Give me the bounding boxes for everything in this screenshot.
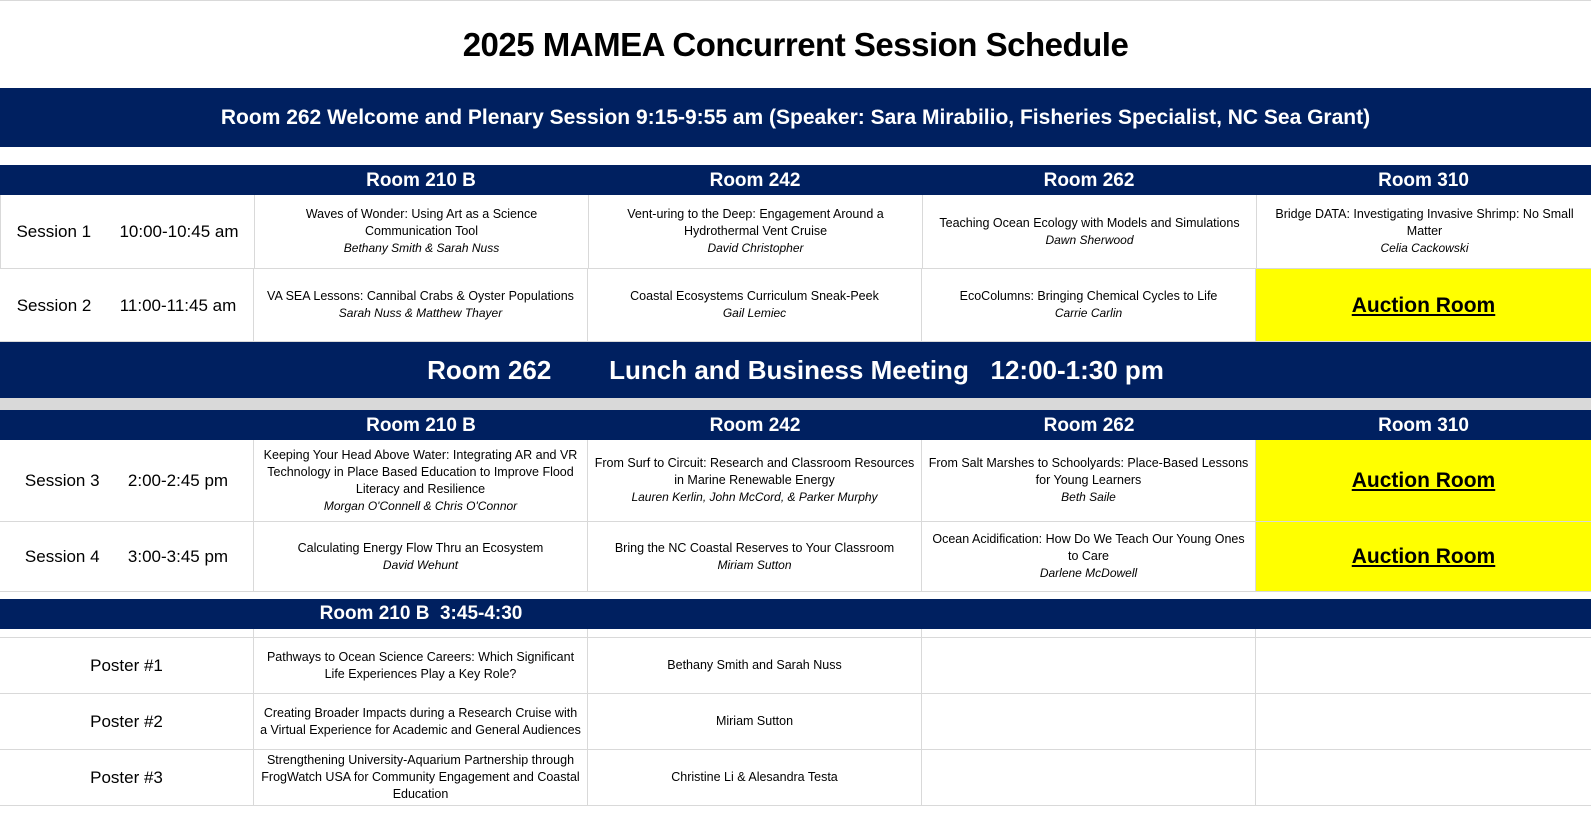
poster-presenters: Bethany Smith and Sarah Nuss: [588, 638, 922, 694]
empty-cell: [254, 629, 588, 638]
session-cell: [923, 195, 1257, 269]
session-cell: [589, 195, 923, 269]
poster-row: [0, 638, 1591, 694]
talk-title: From Surf to Circuit: Research and Classroom Resources in Marine Renewable Energy: [594, 456, 915, 487]
header-blank: [0, 165, 254, 195]
session-cell: [922, 440, 1256, 522]
auction-room-link[interactable]: Auction Room: [1256, 269, 1591, 342]
room-header: Room 262: [1043, 169, 1135, 191]
session-cell: [1257, 195, 1591, 269]
session-cell: [922, 269, 1256, 342]
room-header: Room 310: [1378, 414, 1469, 436]
empty-cell: [0, 629, 254, 638]
session-row: [0, 522, 1591, 592]
plenary-banner: Room 262 Welcome and Plenary Session 9:15-9:55 am (Speaker: Sara Mirabilio, Fisheries Specialist, NC Sea Grant): [0, 88, 1591, 147]
talk-speaker: David Christopher: [707, 241, 804, 255]
empty-cell: [922, 629, 1256, 638]
session-cell: [255, 195, 589, 269]
talk-speaker: David Wehunt: [382, 557, 459, 572]
session-cell: [254, 269, 588, 342]
session-cell: [588, 269, 922, 342]
empty-cell: [922, 638, 1256, 694]
empty-cell: [1256, 750, 1591, 806]
talk-title: Vent-uring to the Deep: Engagement Around a Hydrothermal Vent Cruise: [627, 207, 884, 238]
page-title: 2025 MAMEA Concurrent Session Schedule: [0, 0, 1591, 89]
room-header: Room 210 B: [366, 169, 476, 191]
talk-speaker: Beth Saile: [1061, 490, 1116, 504]
poster-label: Poster #2: [0, 694, 254, 750]
talk-title: Waves of Wonder: Using Art as a Science Communication Tool: [305, 207, 538, 238]
session-cell: [254, 522, 588, 592]
poster-label: Poster #1: [0, 638, 254, 694]
room-header-row-morning: [0, 165, 1591, 195]
room-header: Room 242: [709, 169, 801, 191]
poster-title: Pathways to Ocean Science Careers: Which Significant Life Experiences Play a Key Role?: [254, 638, 588, 694]
room-header: Room 242: [709, 414, 801, 436]
talk-title: Teaching Ocean Ecology with Models and Simulations: [939, 215, 1240, 230]
empty-cell: [922, 694, 1256, 750]
poster-label: Poster #3: [0, 750, 254, 806]
poster-session-label: Room 210 B 3:45-4:30: [319, 603, 523, 624]
talk-speaker: Sarah Nuss & Matthew Thayer: [338, 306, 503, 320]
talk-speaker: Carrie Carlin: [1054, 306, 1123, 320]
poster-title: Strengthening University-Aquarium Partnership through FrogWatch USA for Community Engagement and Coastal Education: [254, 750, 588, 806]
talk-speaker: Gail Lemiec: [722, 306, 787, 320]
talk-title: Keeping Your Head Above Water: Integrating AR and VR Technology in Place Based Education to Improve Flood Literacy and Resilience: [263, 447, 578, 496]
poster-title: Creating Broader Impacts during a Research Cruise with a Virtual Experience for Academic and General Audiences: [254, 694, 588, 750]
session-row: [0, 440, 1591, 522]
talk-title: Calculating Energy Flow Thru an Ecosystem: [297, 540, 544, 555]
talk-title: Ocean Acidification: How Do We Teach Our Young Ones to Care: [932, 532, 1245, 563]
session-label: Session 4 3:00-3:45 pm: [0, 522, 254, 592]
talk-title: VA SEA Lessons: Cannibal Crabs & Oyster Populations: [267, 289, 574, 303]
session-label: Session 1 10:00-10:45 am: [1, 195, 255, 269]
empty-cell: [1256, 629, 1591, 638]
session-row: [0, 269, 1591, 342]
header-blank: [0, 410, 254, 440]
session-label: Session 3 2:00-2:45 pm: [0, 440, 254, 522]
empty-cell: [1256, 638, 1591, 694]
session-row: [0, 195, 1591, 269]
room-header: Room 262: [1043, 414, 1135, 436]
poster-row: [0, 694, 1591, 750]
talk-speaker: Bethany Smith & Sarah Nuss: [343, 241, 500, 255]
empty-cell: [588, 629, 922, 638]
talk-speaker: Lauren Kerlin, John McCord, & Parker Murphy: [631, 490, 878, 504]
room-header-row-afternoon: [0, 410, 1591, 440]
divider-band: [0, 398, 1591, 410]
room-header: Room 210 B: [366, 414, 476, 436]
poster-session-header: [0, 599, 1591, 629]
poster-presenters: Christine Li & Alesandra Testa: [588, 750, 922, 806]
empty-cell: [1256, 694, 1591, 750]
talk-title: Bridge DATA: Investigating Invasive Shrimp: No Small Matter: [1275, 207, 1574, 238]
spacer-row: [0, 629, 1591, 638]
lunch-banner: Room 262 Lunch and Business Meeting 12:00-1:30 pm: [0, 342, 1591, 398]
session-cell: [588, 440, 922, 522]
talk-speaker: Darlene McDowell: [1039, 566, 1138, 580]
auction-room-link[interactable]: Auction Room: [1256, 522, 1591, 592]
auction-room-link[interactable]: Auction Room: [1256, 440, 1591, 522]
talk-speaker: Morgan O'Connell & Chris O'Connor: [323, 498, 518, 513]
empty-cell: [922, 750, 1256, 806]
session-cell: [922, 522, 1256, 592]
poster-row: [0, 750, 1591, 806]
talk-title: EcoColumns: Bringing Chemical Cycles to Life: [959, 289, 1218, 303]
room-header: Room 310: [1378, 169, 1469, 191]
talk-speaker: Miriam Sutton: [717, 557, 792, 572]
talk-speaker: Dawn Sherwood: [1045, 232, 1134, 247]
session-cell: [588, 522, 922, 592]
session-cell: [254, 440, 588, 522]
talk-title: From Salt Marshes to Schoolyards: Place-Based Lessons for Young Learners: [928, 456, 1249, 487]
poster-presenters: Miriam Sutton: [588, 694, 922, 750]
talk-speaker: Celia Cackowski: [1380, 241, 1469, 255]
session-label: Session 2 11:00-11:45 am: [0, 269, 254, 342]
talk-title: Coastal Ecosystems Curriculum Sneak-Peek: [630, 289, 879, 303]
talk-title: Bring the NC Coastal Reserves to Your Classroom: [614, 540, 895, 555]
